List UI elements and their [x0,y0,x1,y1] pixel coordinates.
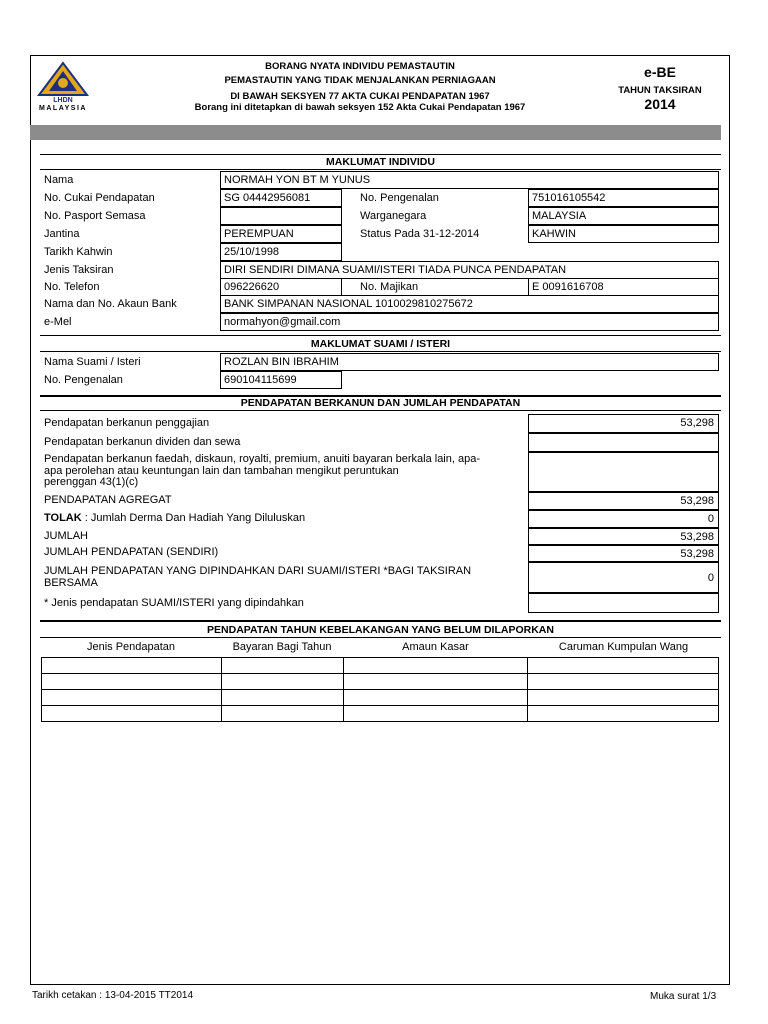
faedah-label-line1: Pendapatan berkanun faedah, diskaun, royalti, premium, anuiti bayaran berkala lain, apa- [44,453,480,465]
majikan-field[interactable]: E 0091616708 [528,278,719,296]
table-row [42,658,719,674]
tertunggak-table [41,657,719,722]
form-title-line3: DI BAWAH SEKSYEN 77 AKTA CUKAI PENDAPATAN 1967 [230,91,490,102]
table-cell[interactable] [42,706,222,722]
pasangan-nama-label: Nama Suami / Isteri [44,356,141,368]
col-jenis-pendapatan: Jenis Pendapatan [86,641,176,653]
section-rule [40,335,721,336]
bank-label: Nama dan No. Akaun Bank [44,298,177,310]
table-cell[interactable] [221,658,343,674]
faedah-amount[interactable] [528,452,719,492]
table-cell[interactable] [528,706,719,722]
table-row [42,690,719,706]
pindah-label-line1: JUMLAH PENDAPATAN YANG DIPINDAHKAN DARI SUAMI/ISTERI *BAGI TAKSIRAN [44,565,472,577]
section-title-tertunggak: PENDAPATAN TAHUN KEBELAKANGAN YANG BELUM DILAPORKAN [207,624,554,636]
table-cell[interactable] [343,658,528,674]
svg-text:MALAYSIA: MALAYSIA [39,105,87,111]
table-cell[interactable] [528,674,719,690]
nota-label: * Jenis pendapatan SUAMI/ISTERI yang dipindahkan [44,597,304,609]
section-rule [40,351,721,352]
status-field[interactable]: KAHWIN [528,225,719,243]
section-rule [40,169,721,170]
agregat-amount[interactable]: 53,298 [528,492,719,510]
table-cell[interactable] [343,706,528,722]
section-rule [40,154,721,155]
warganegara-label: Warganegara [360,210,427,222]
pasport-label: No. Pasport Semasa [44,210,146,222]
section-rule [40,410,721,411]
pengenalan-label: No. Pengenalan [360,192,439,204]
col-amaun-kasar: Amaun Kasar [402,641,469,653]
lhdn-logo [33,61,93,111]
kahwin-label: Tarikh Kahwin [44,246,113,258]
section-title-pendapatan: PENDAPATAN BERKANUN DAN JUMLAH PENDAPATAN [240,397,521,409]
tolak-text: : Jumlah Derma Dan Hadiah Yang Diluluskan [81,512,306,524]
dividen-label: Pendapatan berkanun dividen dan sewa [44,436,241,448]
faedah-label-line2: apa perolehan atau keuntungan lain dan tambahan mengikut peruntukan [44,465,399,477]
assessment-year: 2014 [644,96,676,112]
telefon-field[interactable]: 096226620 [220,278,342,296]
email-label: e-Mel [44,316,72,328]
pengenalan-field[interactable]: 751016105542 [528,189,719,207]
nota-field[interactable] [528,593,719,613]
kahwin-field[interactable]: 25/10/1998 [220,243,342,261]
cukai-label: No. Cukai Pendapatan [44,192,155,204]
table-cell[interactable] [221,690,343,706]
pindah-amount[interactable]: 0 [528,562,719,593]
table-cell[interactable] [528,658,719,674]
table-row [42,706,719,722]
table-cell[interactable] [343,674,528,690]
year-label: TAHUN TAKSIRAN [618,85,702,96]
pasangan-nama-field[interactable]: ROZLAN BIN IBRAHIM [220,353,719,371]
jantina-field[interactable]: PEREMPUAN [220,225,342,243]
form-title-line1: BORANG NYATA INDIVIDU PEMASTAUTIN [265,61,455,72]
table-cell[interactable] [42,690,222,706]
page-number: Muka surat 1/3 [650,991,717,1002]
print-date: Tarikh cetakan : 13-04-2015 TT2014 [32,990,194,1001]
table-cell[interactable] [42,674,222,690]
nama-label: Nama [44,174,74,186]
svg-text:LHDN: LHDN [53,97,73,104]
warganegara-field[interactable]: MALAYSIA [528,207,719,225]
sendiri-amount[interactable]: 53,298 [528,545,719,562]
cukai-field[interactable]: SG 04442956081 [220,189,342,207]
table-row [42,674,719,690]
tolak-bold: TOLAK [44,512,82,524]
header-divider-bar [30,125,721,140]
agregat-label: PENDAPATAN AGREGAT [44,494,172,506]
col-bayaran-tahun: Bayaran Bagi Tahun [232,641,332,653]
jumlah-amount[interactable]: 53,298 [528,528,719,545]
pindah-label-line2: BERSAMA [44,577,98,589]
status-label: Status Pada 31-12-2014 [360,228,480,240]
table-cell[interactable] [42,658,222,674]
table-cell[interactable] [528,690,719,706]
faedah-label-line3: perenggan 43(1)(c) [44,476,139,488]
jumlah-label: JUMLAH [44,530,89,542]
gaji-label: Pendapatan berkanun penggajian [44,417,210,429]
section-title-pasangan: MAKLUMAT SUAMI / ISTERI [310,338,451,350]
taksiran-label: Jenis Taksiran [44,264,114,276]
section-rule [40,620,721,622]
bank-field[interactable]: BANK SIMPANAN NASIONAL 1010029810275672 [220,295,719,313]
col-caruman: Caruman Kumpulan Wang [558,641,689,653]
nama-field[interactable]: NORMAH YON BT M YUNUS [220,171,719,189]
section-title-individu: MAKLUMAT INDIVIDU [326,156,435,168]
telefon-label: No. Telefon [44,281,100,293]
email-field[interactable]: normahyon@gmail.com [220,313,719,331]
form-title-line2: PEMASTAUTIN YANG TIDAK MENJALANKAN PERNIAGAAN [224,75,496,86]
sendiri-label: JUMLAH PENDAPATAN (SENDIRI) [44,546,219,558]
pasangan-pengenalan-field[interactable]: 690104115699 [220,371,342,389]
table-cell[interactable] [221,706,343,722]
dividen-amount[interactable] [528,433,719,452]
form-code: e-BE [644,64,676,80]
form-title-line4: Borang ini ditetapkan di bawah seksyen 152 Akta Cukai Pendapatan 1967 [194,102,526,113]
jantina-label: Jantina [44,228,80,240]
taksiran-field[interactable]: DIRI SENDIRI DIMANA SUAMI/ISTERI TIADA PUNCA PENDAPATAN [220,261,719,279]
gaji-amount[interactable]: 53,298 [528,414,719,433]
pasangan-pengenalan-label: No. Pengenalan [44,374,123,386]
tolak-amount[interactable]: 0 [528,510,719,528]
section-rule [40,637,721,638]
table-cell[interactable] [221,674,343,690]
table-cell[interactable] [343,690,528,706]
pasport-field[interactable] [220,207,342,225]
tolak-label [44,512,305,524]
majikan-label: No. Majikan [360,281,419,293]
